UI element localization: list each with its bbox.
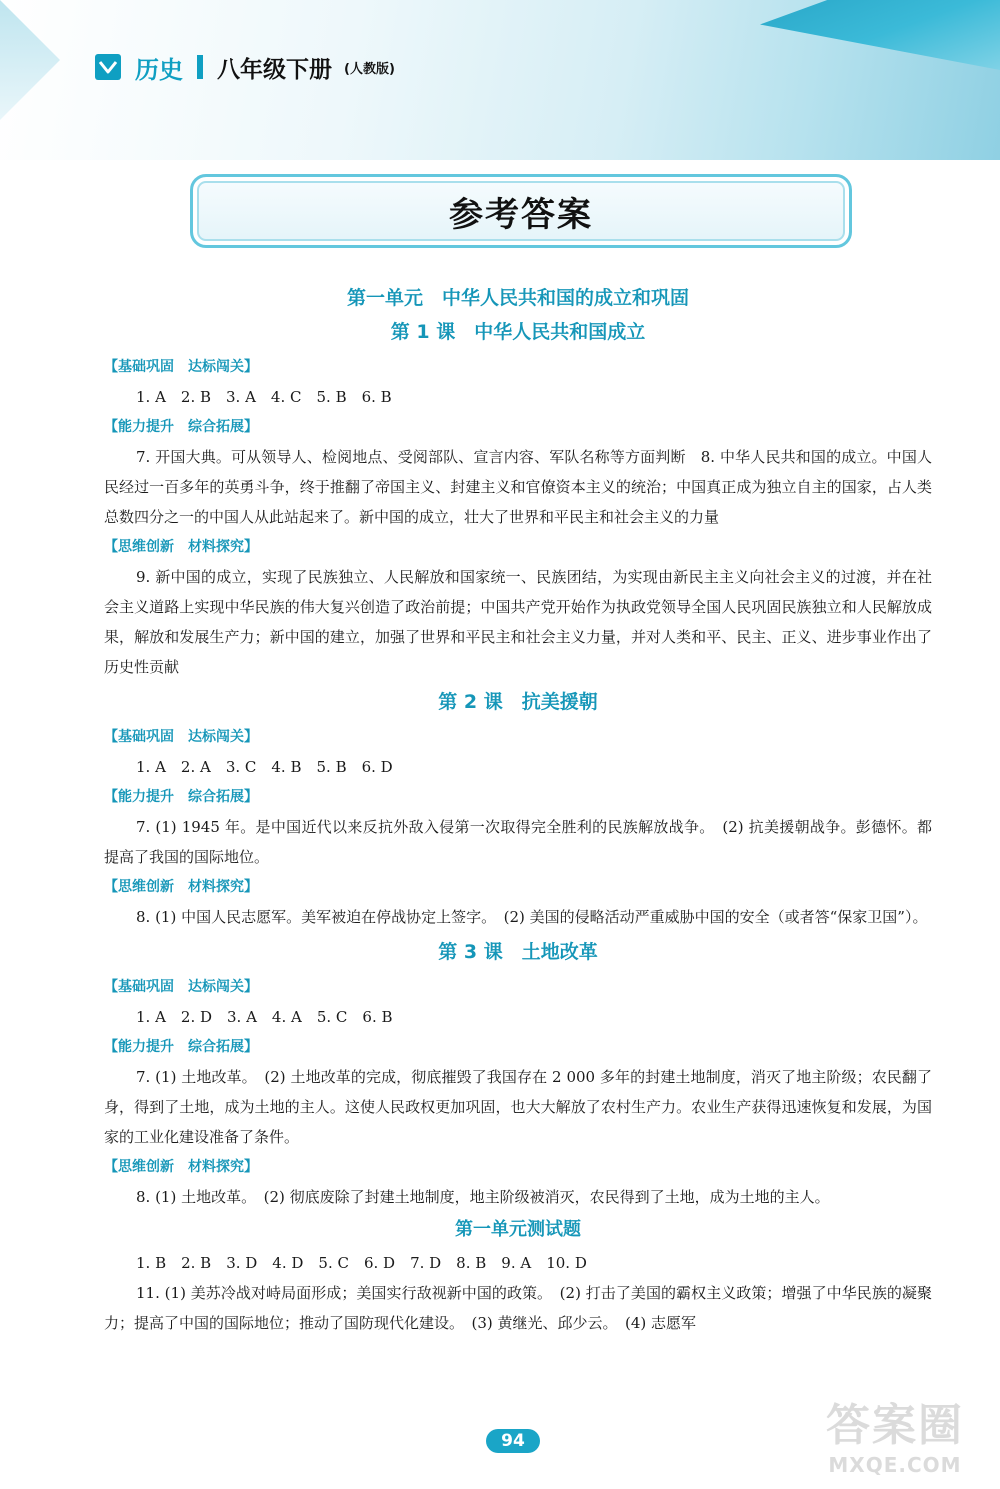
watermark-logo <box>800 1400 990 1485</box>
running-header <box>95 50 395 84</box>
answer-paragraph: 7. 开国大典。可从领导人、检阅地点、受阅部队、宣言内容、军队名称等方面判断 8. 中华人民共和国的成立。中国人民经过一百多年的英勇斗争，终于推翻了帝国主义、封建主义和官僚资本主义的统治；中国真正成为独立自主的国家，占人类总数四分之一的中国人从此站起来了。新中国的成立，壮大了世界和平民主和社会主义的力量 <box>104 448 932 526</box>
answer-paragraph: 7. (1) 1945 年。是中国近代以来反抗外敌入侵第一次取得完全胜利的民族解放战争。 (2) 抗美援朝战争。彭德怀。都提高了我国的国际地位。 <box>104 818 932 866</box>
page-title-box <box>190 174 852 248</box>
choice-answers: 1. A 2. B 3. A 4. C 5. B 6. B <box>136 388 392 406</box>
answer-paragraph: 7. (1) 土地改革。 (2) 土地改革的完成，彻底摧毁了我国存在 2 000 多年的封建土地制度，消灭了地主阶级；农民翻了身，得到了土地，成为土地的主人。这使人民政权更加巩固，也大大解放了农村生产力。农业生产获得迅速恢复和发展，为国家的工业化建设准备了条件。 <box>104 1068 932 1146</box>
section-tag: 【思维创新 材料探究】 <box>104 1159 258 1175</box>
lesson-heading: 第 2 课 抗美援朝 <box>438 691 598 713</box>
unit-heading: 第一单元 中华人民共和国的成立和巩固 <box>346 287 689 309</box>
section-tag: 【基础巩固 达标闯关】 <box>104 979 258 995</box>
watermark-url: MXQE.COM <box>828 1453 962 1477</box>
answer-paragraph: 9. 新中国的成立，实现了民族独立、人民解放和国家统一、民族团结，为实现由新民主主义向社会主义的过渡，并在社会主义道路上实现中华民族的伟大复兴创造了政治前提；中国共产党开始作为执政党领导全国人民巩固民族独立和人民解放成果，解放和发展生产力；新中国的建立，加强了世界和平民主和社会主义力量，并对人类和平、民主、正义、进步事业作出了历史性贡献 <box>104 568 932 676</box>
section-tag: 【能力提升 综合拓展】 <box>104 789 258 805</box>
answer-paragraph: 11. (1) 美苏冷战对峙局面形成；美国实行敌视新中国的政策。 (2) 打击了美国的霸权主义政策；增强了中华民族的凝聚力；提高了中国的国际地位；推动了国防现代化建设。 (3) 黄继光、邱少云。 (4) 志愿军 <box>104 1284 932 1332</box>
book-logo-icon <box>95 54 121 80</box>
choice-answers: 1. B 2. B 3. D 4. D 5. C 6. D 7. D 8. B 9. A 10. D <box>136 1254 587 1272</box>
choice-answers: 1. A 2. D 3. A 4. A 5. C 6. B <box>136 1008 393 1026</box>
unit-test-heading: 第一单元测试题 <box>455 1219 581 1240</box>
section-tag: 【基础巩固 达标闯关】 <box>104 729 258 745</box>
choice-answers: 1. A 2. A 3. C 4. B 5. B 6. D <box>136 758 393 776</box>
answer-content <box>104 280 932 1338</box>
page-number: 94 <box>486 1429 540 1453</box>
edition-label: (人教版) <box>344 61 395 77</box>
section-tag: 【思维创新 材料探究】 <box>104 879 258 895</box>
watermark-text: 答案圈 <box>826 1400 964 1451</box>
lesson-heading: 第 3 课 土地改革 <box>438 941 598 963</box>
answer-paragraph: 8. (1) 中国人民志愿军。美军被迫在停战协定上签字。 (2) 美国的侵略活动严重威胁中国的安全（或者答“保家卫国”）。 <box>136 908 928 926</box>
answer-paragraph: 8. (1) 土地改革。 (2) 彻底废除了封建土地制度，地主阶级被消灭，农民得到了土地，成为土地的主人。 <box>136 1188 830 1206</box>
grade-label: 八年级下册 <box>217 56 332 83</box>
section-tag: 【能力提升 综合拓展】 <box>104 1039 258 1055</box>
subject-label: 历史 <box>135 55 183 84</box>
lesson-heading: 第 1 课 中华人民共和国成立 <box>390 321 646 343</box>
header-divider <box>197 55 203 79</box>
page-title: 参考答案 <box>449 194 593 235</box>
section-tag: 【能力提升 综合拓展】 <box>104 419 258 435</box>
section-tag: 【思维创新 材料探究】 <box>104 539 258 555</box>
section-tag: 【基础巩固 达标闯关】 <box>104 359 258 375</box>
